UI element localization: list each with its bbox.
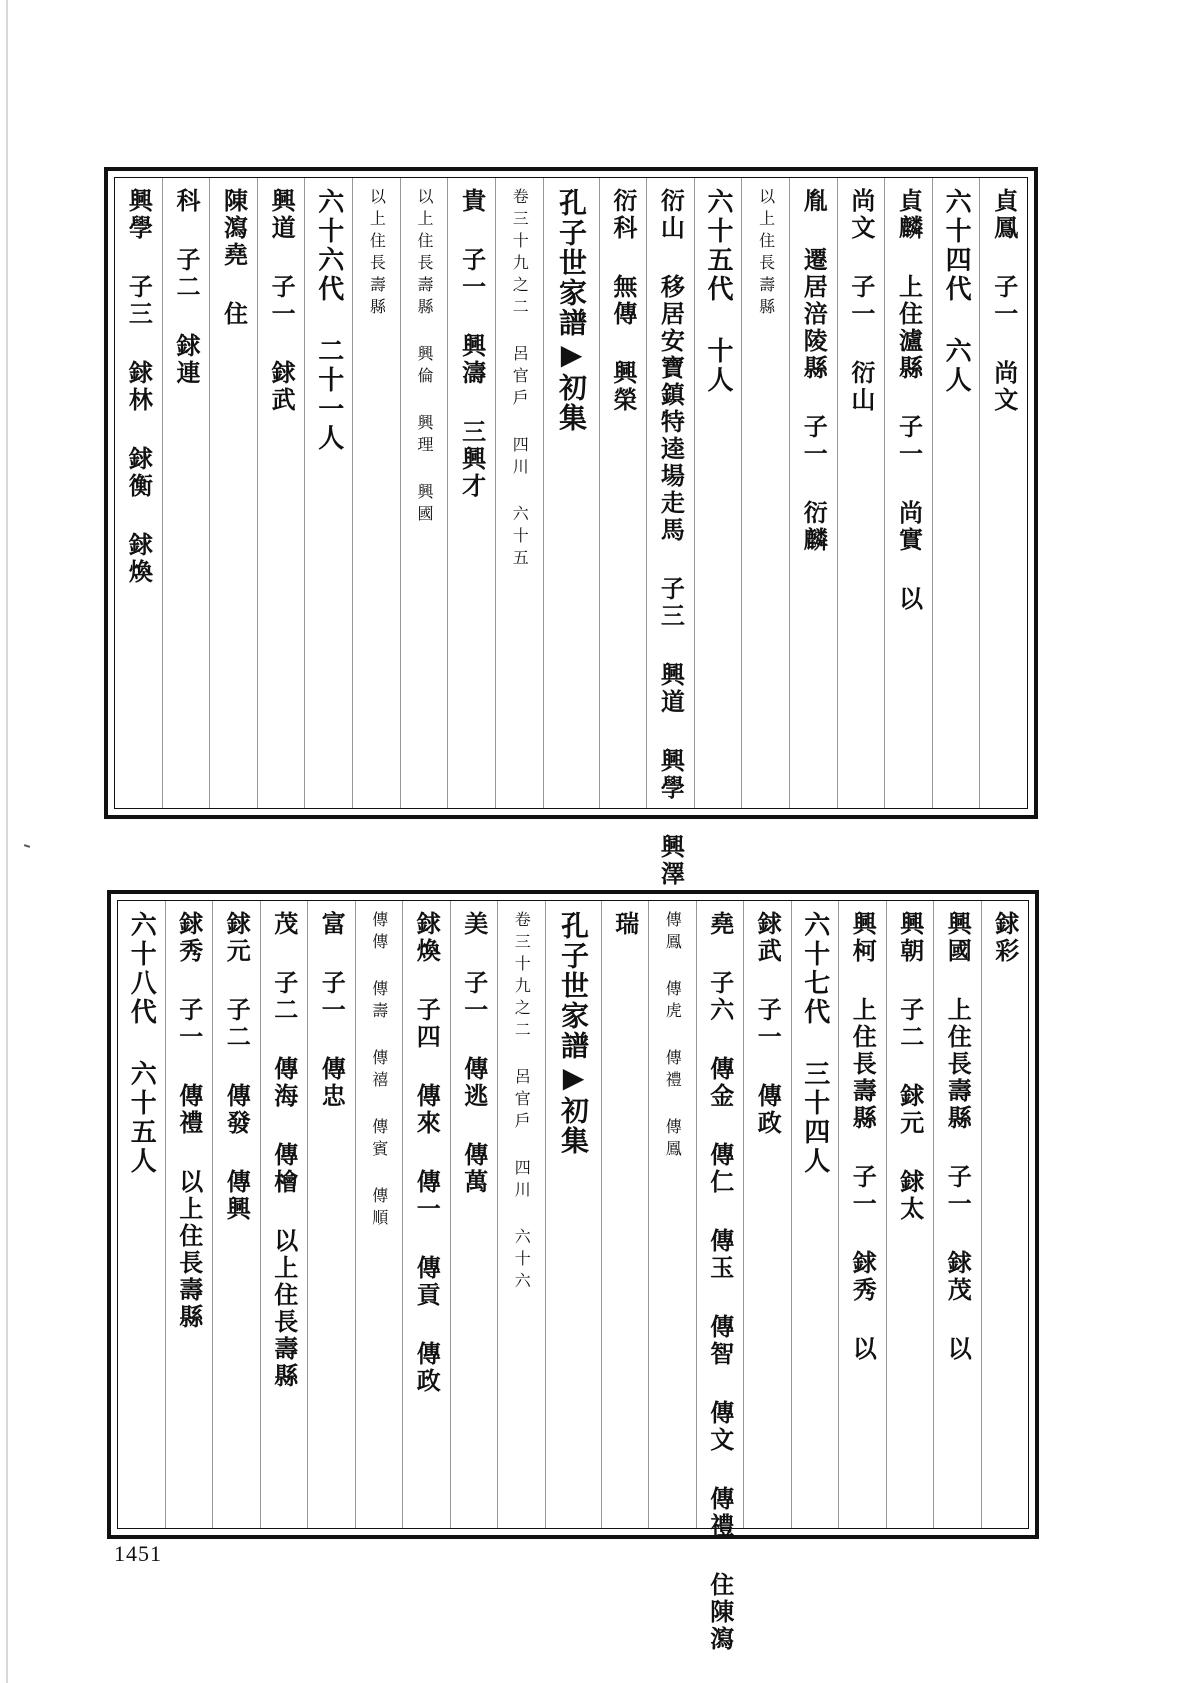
column [838,901,886,1528]
binding-edge [6,0,8,1683]
column [497,901,545,1528]
genealogy-entry: 興朝 子二 銶元 銶太 [895,911,925,1223]
stray-ink-mark [24,844,30,848]
genealogy-entry: 陳瀉堯 住 [219,188,249,328]
page-number: 1451 [114,1541,162,1566]
column [741,178,789,808]
residence-note: 以上住長壽縣 [367,188,387,320]
column [118,901,165,1528]
column [694,178,742,808]
column [400,178,448,808]
column [402,901,450,1528]
genealogy-entry: 銶武 子一 傳政 [753,911,783,1137]
genealogy-entry: 貞鳳 子一 尚文 [989,188,1019,414]
genealogy-entry: 銶彩 [990,911,1020,965]
genealogy-entry: 堯 子六 傳金 傳仁 傳玉 傳智 傳文 傳禮 住陳瀉 [705,911,735,1653]
genealogy-entry: 茂 子二 傳海 傳檜 以上住長壽縣 [269,911,299,1390]
genealogy-entry: 尚文 子一 衍山 [846,188,876,414]
column [543,178,599,808]
genealogy-entry: 科 子二 銶連 [171,188,201,387]
column [545,901,601,1528]
volume-line: 卷三十九之二 呂官戶 四川 六十六 [512,911,532,1294]
genealogy-entry: 興國 上住長壽縣 子一 銶茂 以 [943,911,973,1363]
genealogy-entry: 銶元 子二 傳發 傳興 [222,911,252,1223]
column [648,901,696,1528]
generation-heading: 六十五代 十人 [703,188,734,395]
column [884,178,932,808]
column [260,901,308,1528]
generation-heading: 六十四代 六人 [941,188,972,395]
generation-heading: 六十六代 二十一人 [313,188,344,453]
column [789,178,837,808]
column [447,178,495,808]
generation-heading: 六十七代 三十四人 [799,911,830,1176]
genealogy-entry: 瑞 [610,911,640,938]
column [981,901,1029,1528]
column [743,901,791,1528]
column [307,901,355,1528]
genealogy-entry: 貴 子一 興濤 三興才 [457,188,487,500]
column [932,178,980,808]
column [495,178,543,808]
genealogy-sheet-65 [104,167,1038,888]
column [257,178,305,808]
generation-heading: 六十八代 六十五人 [126,911,157,1176]
column [646,178,694,888]
genealogy-entry: 銶煥 子四 傳來 傳一 傳貢 傳政 [412,911,442,1395]
book-title: 孔子世家譜▶初集 [555,188,589,433]
column [165,901,213,1528]
column [837,178,885,808]
genealogy-entry: 衍科 無傳 興榮 [608,188,638,414]
column [601,901,649,1528]
genealogy-entry: 興學 子三 銶林 銶衡 銶煥 [124,188,154,586]
genealogy-entry: 傳鳳 傳虎 傳禮 傳鳳 [663,911,683,1162]
column [696,901,744,1653]
residence-note: 以上住長壽縣 [756,188,776,320]
column [450,901,498,1528]
column [209,178,257,808]
genealogy-entry: 傳傳 傳壽 傳禧 傳賓 傳順 [369,911,389,1231]
column [599,178,647,808]
column [355,901,403,1528]
column [979,178,1027,808]
column [212,901,260,1528]
column [304,178,352,808]
volume-line: 卷三十九之二 呂官戶 四川 六十五 [510,188,530,571]
sheet-65-columns [114,177,1028,888]
genealogy-entry: 胤 遷居涪陵縣 子一 衍麟 [799,188,829,554]
genealogy-entry: 興道 子一 銶武 [267,188,297,414]
column [162,178,210,808]
residence-note: 以上住長壽縣 興倫 興理 興國 [414,188,434,527]
genealogy-entry: 衍山 移居安寶鎮特逵場走馬 子三 興道 興學 興澤 [656,188,686,888]
column [791,901,839,1528]
book-title: 孔子世家譜▶初集 [557,911,590,1156]
column [933,901,981,1528]
genealogy-entry: 富 子一 傳忠 [317,911,347,1110]
column [115,178,162,808]
genealogy-entry: 銶秀 子一 傳禮 以上住長壽縣 [174,911,204,1331]
genealogy-entry: 美 子一 傳逃 傳萬 [459,911,489,1196]
column [886,901,934,1528]
genealogy-entry: 貞麟 上住瀘縣 子一 尚實 以 [894,188,924,613]
column [352,178,400,808]
genealogy-entry: 興柯 上住長壽縣 子一 銶秀 以 [848,911,878,1363]
